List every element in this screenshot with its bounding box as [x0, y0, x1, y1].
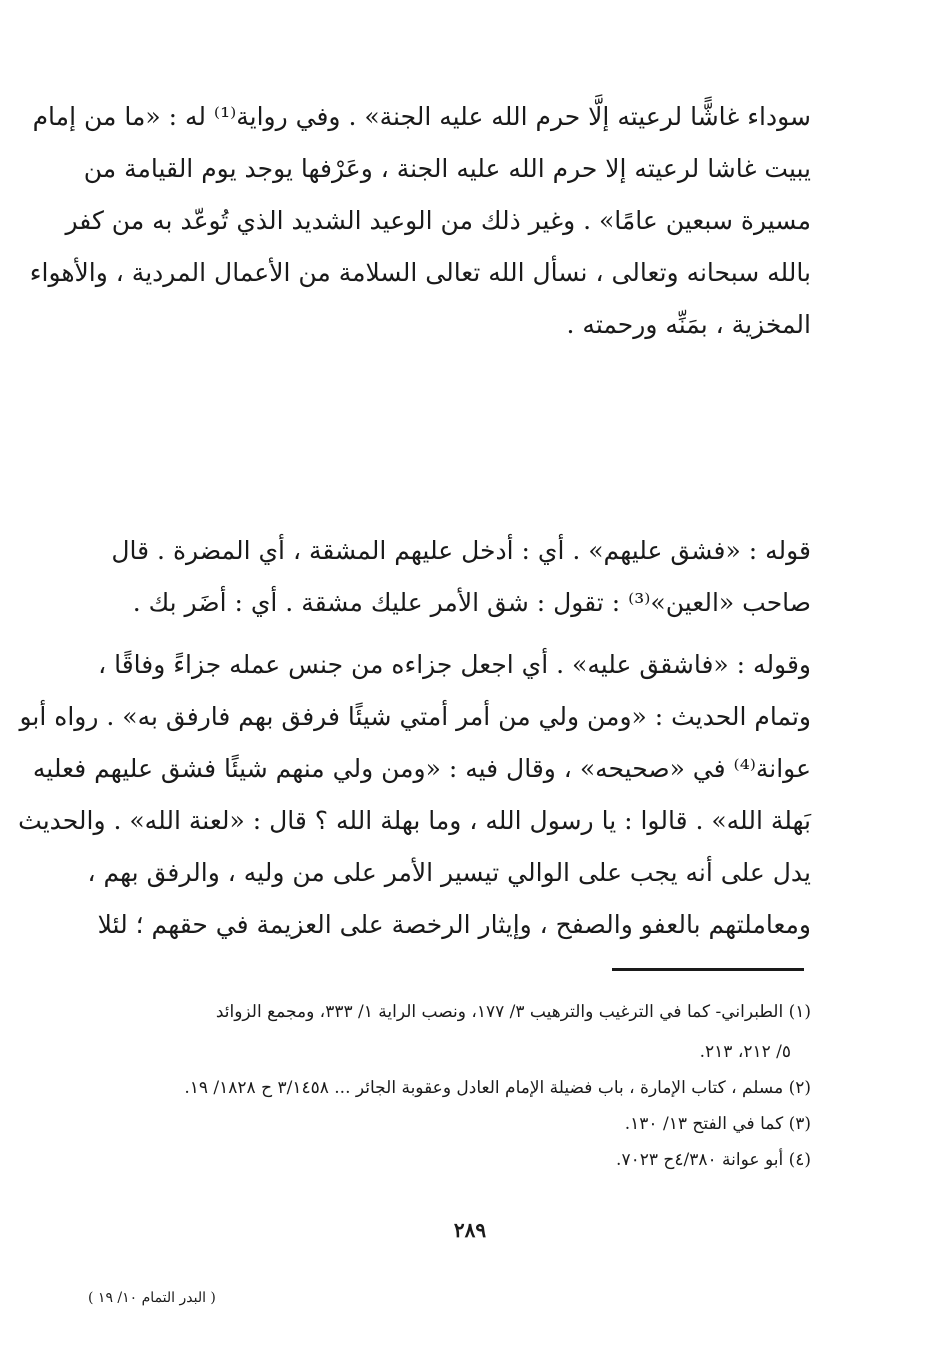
footnote-1: (١) الطبراني- كما في الترغيب والترهيب ٣/ ١٧٧، ونصب الراية ١/ ٣٣٣، ومجمع الزوائد	[215, 1002, 811, 1022]
body-line: بالله سبحانه وتعالى ، نسأل الله تعالى السلامة من الأعمال المردية ، والأهواء	[29, 258, 811, 287]
body-line: يدل على أنه يجب على الوالي تيسير الأمر على من وليه ، والرفق بهم ،	[87, 858, 811, 887]
body-line: قوله : «فشق عليهم» . أي : أدخل عليهم المشقة ، أي المضرة . قال	[111, 536, 811, 565]
footnote-4: (٤) أبو عوانة ٤/٣٨٠ح ٧٠٢٣.	[616, 1150, 811, 1170]
body-line: عوانة⁽⁴⁾ في «صحيحه» ، وقال فيه : «ومن ولي منهم شيئًا فشق عليهم فعليه	[32, 754, 811, 783]
body-line: مسيرة سبعين عامًا» . وغير ذلك من الوعيد الشديد الذي تُوعّد به من كفر	[65, 206, 811, 235]
body-line: بَهلة الله» . قالوا : يا رسول الله ، وما بهلة الله ؟ قال : «لعنة الله» . والحديث	[18, 806, 811, 835]
body-line: سوداء غاشًّا لرعيته إلَّا حرم الله عليه الجنة» . وفي رواية⁽¹⁾ له : «ما من إمام	[32, 102, 811, 131]
footnote-3: (٣) كما في الفتح ١٣/ ١٣٠.	[624, 1114, 811, 1134]
body-line: يبيت غاشا لرعيته إلا حرم الله عليه الجنة ، وعَرْفها يوجد يوم القيامة من	[83, 154, 811, 183]
body-line: وقوله : «فاشقق عليه» . أي اجعل جزاءه من جنس عمله جزاءً وفاقًا ،	[98, 650, 811, 679]
body-line: ومعاملتهم بالعفو والصفح ، وإيثار الرخصة على العزيمة في حقهم ؛ لئلا	[97, 910, 811, 939]
footnote-1-continued: ٥/ ٢١٢، ٢١٣.	[699, 1042, 791, 1062]
footnote-2: (٢) مسلم ، كتاب الإمارة ، باب فضيلة الإمام العادل وعقوبة الجائر ... ٣/١٤٥٨ ح ١٨٢٨/ ١٩.	[184, 1078, 811, 1098]
page-number: ٢٨٩	[453, 1218, 487, 1242]
body-line: وتمام الحديث : «ومن ولي من أمر أمتي شيئًا فرفق بهم فارفق به» . رواه أبو	[19, 702, 811, 731]
body-line: صاحب «العين»⁽³⁾ : تقول : شق الأمر عليك مشقة . أي : أضَر بك .	[132, 588, 811, 617]
body-line: المخزية ، بمَنِّه ورحمته .	[566, 310, 811, 339]
footnote-separator	[612, 968, 804, 971]
printer-signature: ( البدر التمام ١٠/ ١٩ )	[88, 1290, 216, 1306]
